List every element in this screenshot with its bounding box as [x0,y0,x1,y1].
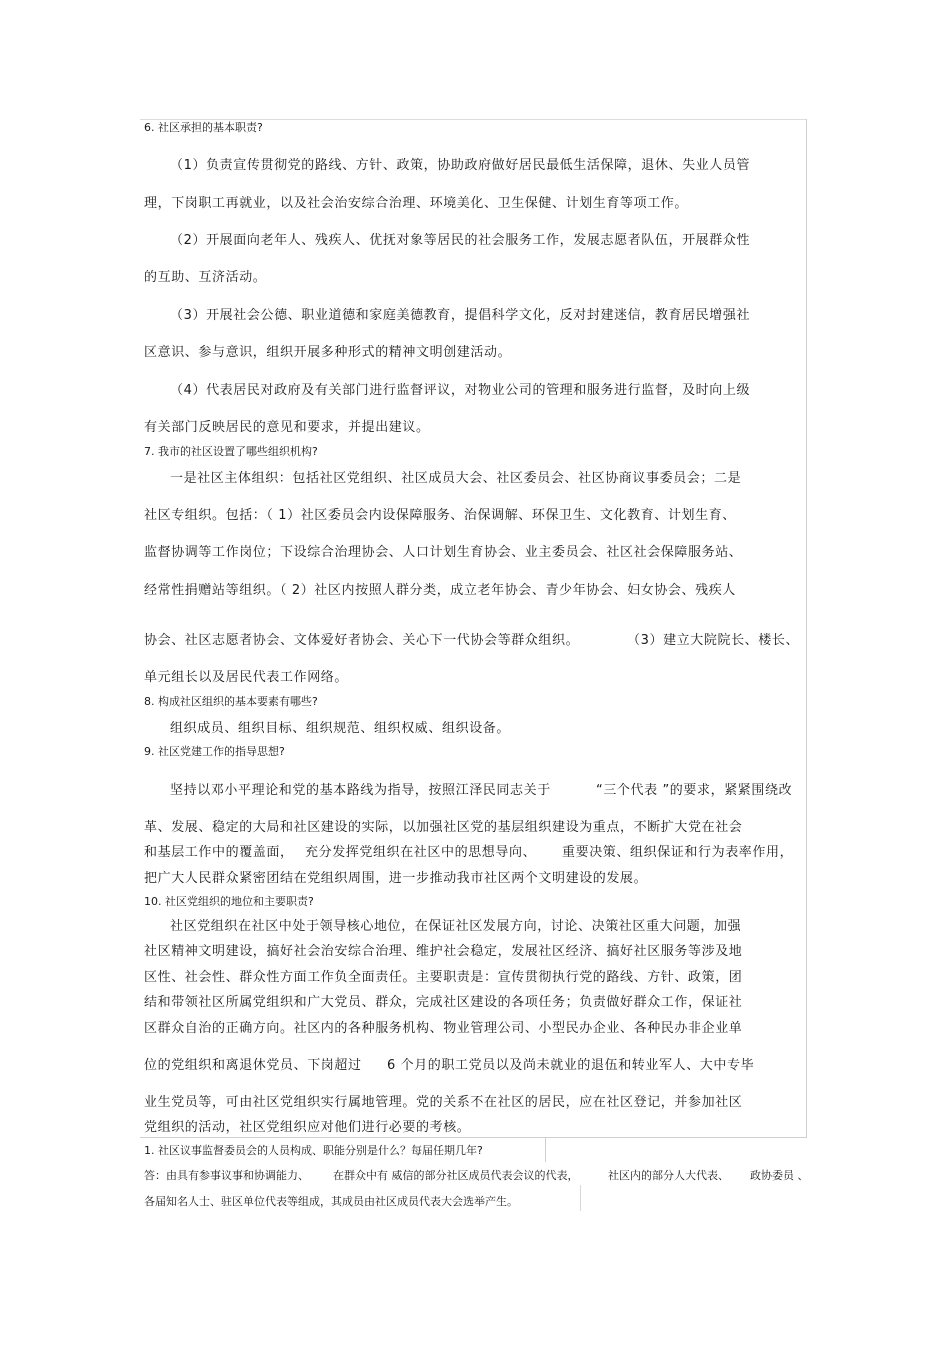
q9-line: 充分发挥党组织在社区中的思想导向、 [305,845,537,860]
q6-line: （1）负责宣传贯彻党的路线、方针、政策，协助政府做好居民最低生活保障，退休、失业人员管 [170,158,751,173]
q11-answer: 各届知名人士、驻区单位代表等组成，其成员由社区成员代表大会选举产生。 [144,1195,518,1208]
q9-line: 革、发展、稳定的大局和社区建设的实际，以加强社区党的基层组织建设为重点，不断扩大党在社会 [144,820,743,835]
q11-answer: 政协委员 、 [750,1169,809,1182]
q8-title: 8. 构成社区组织的基本要素有哪些? [144,695,318,708]
q7-line: 经常性捐赠站等组织。（ 2）社区内按照人群分类，成立老年协会、青少年协会、妇女协会、残疾人 [144,583,736,598]
q9-title: 9. 社区党建工作的指导思想? [144,745,285,758]
frame-bottom-line [140,1137,807,1138]
q6-line: 的互助、互济活动。 [144,270,267,285]
q11-title: 1. 社区议事监督委员会的人员构成、职能分别是什么？每届任期几年? [144,1144,483,1157]
q10-line: 6 个月的职工党员以及尚未就业的退伍和转业军人、大中专毕 [387,1058,755,1073]
q7-title: 7. 我市的社区设置了哪些组织机构? [144,445,318,458]
q9-line: 坚持以邓小平理论和党的基本路线为指导，按照江泽民同志关于 [170,783,551,798]
frame-right-line [806,119,807,1137]
q7-line: 社区专组织。包括：（ 1）社区委员会内设保障服务、治保调解、环保卫生、文化教育、计划生育、 [144,508,736,523]
q7-line: 监督协调等工作岗位；下设综合治理协会、人口计划生育协会、业主委员会、社区社会保障服务站、 [144,545,743,560]
q6-line: 区意识、参与意识，组织开展多种形式的精神文明创建活动。 [144,345,512,360]
q10-line: 区性、社会性、群众性方面工作负全面责任。主要职责是：宣传贯彻执行党的路线、方针、政策，团 [144,970,743,985]
q9-line: “三个代表 ”的要求，紧紧围绕改 [596,783,793,798]
q10-line: 区群众自治的正确方向。社区内的各种服务机构、物业管理公司、小型民办企业、各种民办非企业单 [144,1021,743,1036]
q10-line: 党组织的活动，社区党组织应对他们进行必要的考核。 [144,1120,471,1135]
q7-line: 协会、社区志愿者协会、文体爱好者协会、关心下一代协会等群众组织。 [144,633,580,648]
q10-line: 位的党组织和离退休党员、下岗超过 [144,1058,362,1073]
q7-line: 一是社区主体组织：包括社区党组织、社区成员大会、社区委员会、社区协商议事委员会；二是 [170,471,742,486]
q10-line: 业生党员等，可由社区党组织实行属地管理。党的关系不在社区的居民，应在社区登记，并参加社区 [144,1095,743,1110]
q6-line: 有关部门反映居民的意见和要求，并提出建议。 [144,420,430,435]
q10-line: 社区精神文明建设，搞好社会治安综合治理、维护社会稳定，发展社区经济、搞好社区服务等涉及地 [144,944,743,959]
frame-top-line [140,119,807,120]
question-box-right-line [545,1137,546,1162]
q9-line: 把广大人民群众紧密团结在党组织周围，进一步推动我市社区两个文明建设的发展。 [144,871,648,886]
q7-line: 单元组长以及居民代表工作网络。 [144,670,349,685]
q6-title: 6. 社区承担的基本职责? [144,121,263,134]
q7-line: （3）建立大院院长、楼长、 [627,633,800,648]
q11-answer: 社区内的部分人大代表、 [608,1169,729,1182]
q6-line: （2）开展面向老年人、残疾人、优抚对象等居民的社会服务工作，发展志愿者队伍，开展群众性 [170,233,751,248]
answer-box-right-line [580,1185,581,1211]
q6-line: （4）代表居民对政府及有关部门进行监督评议，对物业公司的管理和服务进行监督，及时向上级 [170,383,751,398]
q11-answer: 在群众中有 威信的部分社区成员代表会议的代表， [333,1169,579,1182]
q6-line: （3）开展社会公德、职业道德和家庭美德教育，提倡科学文化，反对封建迷信，教育居民增强社 [170,308,751,323]
q9-line: 重要决策、组织保证和行为表率作用， [562,845,794,860]
q6-line: 理，下岗职工再就业，以及社会治安综合治理、环境美化、卫生保健、计划生育等项工作。 [144,196,689,211]
q9-line: 和基层工作中的覆盖面， [144,845,294,860]
q10-line: 结和带领社区所属党组织和广大党员、群众，完成社区建设的各项任务；负责做好群众工作，保证社 [144,995,743,1010]
q10-title: 10. 社区党组织的地位和主要职责? [144,895,314,908]
q11-answer: 答：由具有参事议事和协调能力、 [144,1169,309,1182]
q8-line: 组织成员、组织目标、组织规范、组织权威、组织设备。 [170,721,511,736]
q10-line: 社区党组织在社区中处于领导核心地位，在保证社区发展方向，讨论、决策社区重大问题，加强 [170,919,742,934]
